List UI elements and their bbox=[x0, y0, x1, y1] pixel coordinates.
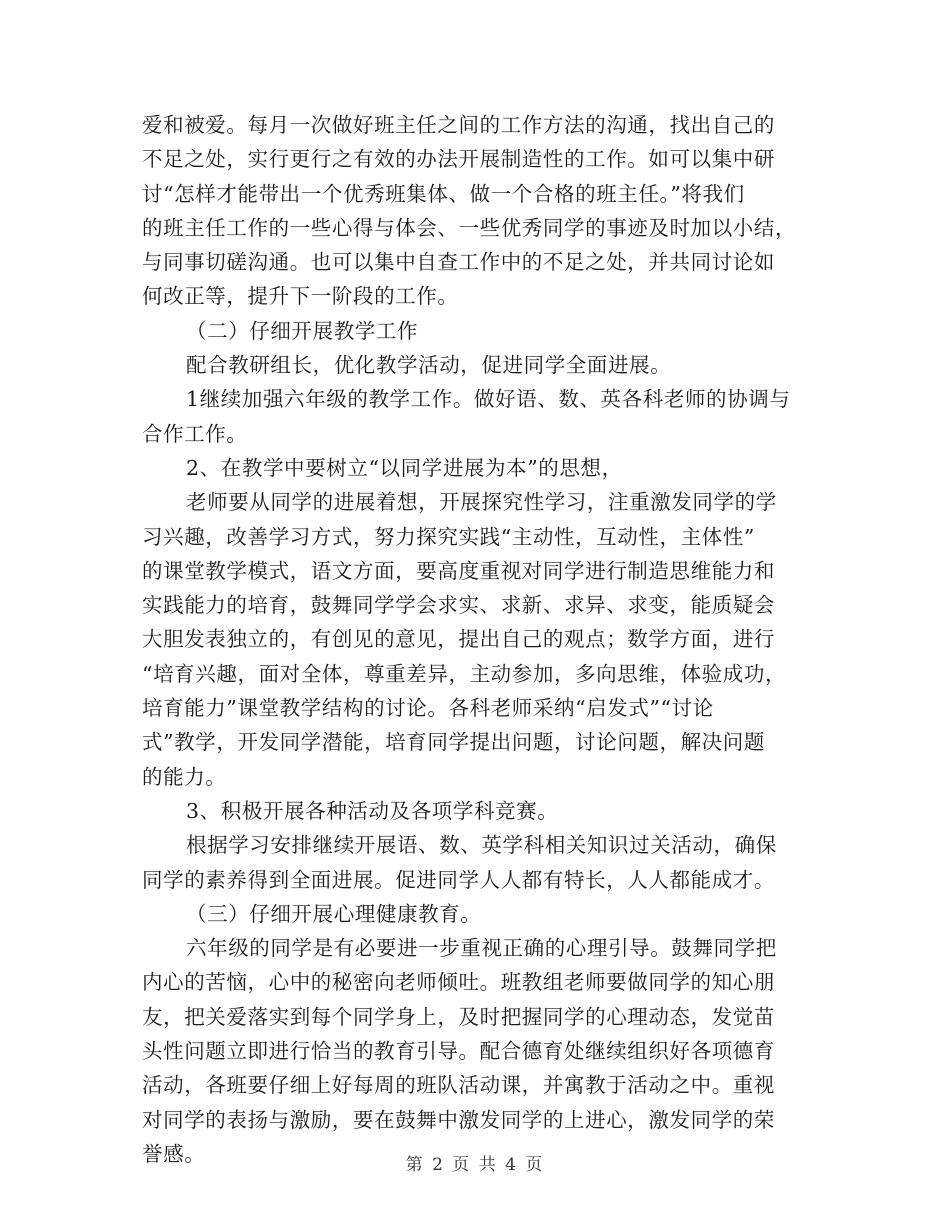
text-line: （三）仔细开展心理健康教育。 bbox=[186, 901, 482, 926]
text-line: 配合教研组长，优化教学活动，促进同学全面进展。 bbox=[186, 353, 672, 378]
document-body bbox=[142, 108, 822, 1171]
text-line: 活动，各班要仔细上好每周的班队活动课，并寓教于活动之中。重视 bbox=[142, 1073, 775, 1098]
text-line: 讨“怎样才能带出一个优秀班集体、做一个合格的班主任。”将我们 bbox=[142, 181, 745, 206]
text-line: 同学的素养得到全面进展。促进同学人人都有特长，人人都能成才。 bbox=[142, 867, 775, 892]
text-line: 誉感。 bbox=[142, 1141, 206, 1166]
text-line: 何改正等，提升下一阶段的工作。 bbox=[142, 284, 459, 309]
text-line: 3、积极开展各种活动及各项学科竞赛。 bbox=[186, 798, 559, 823]
text-line: 友，把关爱落实到每个同学身上，及时把握同学的心理动态，发觉苗 bbox=[142, 1004, 775, 1029]
text-line: 培育能力”课堂教学结构的讨论。各科老师采纳“启发式”“讨论 bbox=[142, 696, 714, 721]
text-line: 1继续加强六年级的教学工作。做好语、数、英各科老师的协调与 bbox=[186, 387, 791, 412]
text-line: 爱和被爱。每月一次做好班主任之间的工作方法的沟通，找出自己的 bbox=[142, 113, 775, 137]
text-line: 不足之处，实行更行之有效的办法开展制造性的工作。如可以集中研 bbox=[142, 147, 775, 172]
text-line: 2、在教学中要树立“以同学进展为本”的思想， bbox=[186, 455, 623, 480]
text-line: 对同学的表扬与激励，要在鼓舞中激发同学的上进心，激发同学的荣 bbox=[142, 1107, 775, 1132]
page-number-footer: 第 2 页 共 4 页 bbox=[405, 1155, 545, 1175]
text-line: 的能力。 bbox=[142, 764, 227, 789]
text-line: （二）仔细开展教学工作 bbox=[186, 318, 419, 343]
text-line: 与同事切磋沟通。也可以集中自查工作中的不足之处，并共同讨论如 bbox=[142, 250, 775, 275]
text-line: 合作工作。 bbox=[142, 421, 248, 446]
text-line: 根据学习安排继续开展语、数、英学科相关知识过关活动，确保 bbox=[186, 833, 777, 858]
text-line: 实践能力的培育，鼓舞同学学会求实、求新、求异、求变，能质疑会 bbox=[142, 593, 775, 618]
text-line: 内心的苦恼，心中的秘密向老师倾吐。班教组老师要做同学的知心朋 bbox=[142, 970, 775, 995]
text-line: 习兴趣，改善学习方式，努力探究实践“主动性，互动性，主体性” bbox=[142, 524, 755, 549]
text-line: 的班主任工作的一些心得与体会、一些优秀同学的事迹及时加以小结， bbox=[142, 215, 797, 240]
text-line: “培育兴趣，面对全体，尊重差异，主动参加，多向思维，体验成功， bbox=[142, 661, 787, 686]
text-line: 老师要从同学的进展着想，开展探究性学习，注重激发同学的学 bbox=[186, 490, 777, 515]
text-line: 六年级的同学是有必要进一步重视正确的心理引导。鼓舞同学把 bbox=[186, 936, 777, 961]
text-line: 式”教学，开发同学潜能，培育同学提出问题，讨论问题，解决问题 bbox=[142, 730, 765, 755]
text-line: 大胆发表独立的，有创见的意见，提出自己的观点；数学方面，进行 bbox=[142, 627, 775, 652]
text-line: 头性问题立即进行恰当的教育引导。配合德育处继续组织好各项德育 bbox=[142, 1039, 775, 1064]
text-line: 的课堂教学模式，语文方面，要高度重视对同学进行制造思维能力和 bbox=[142, 558, 775, 583]
